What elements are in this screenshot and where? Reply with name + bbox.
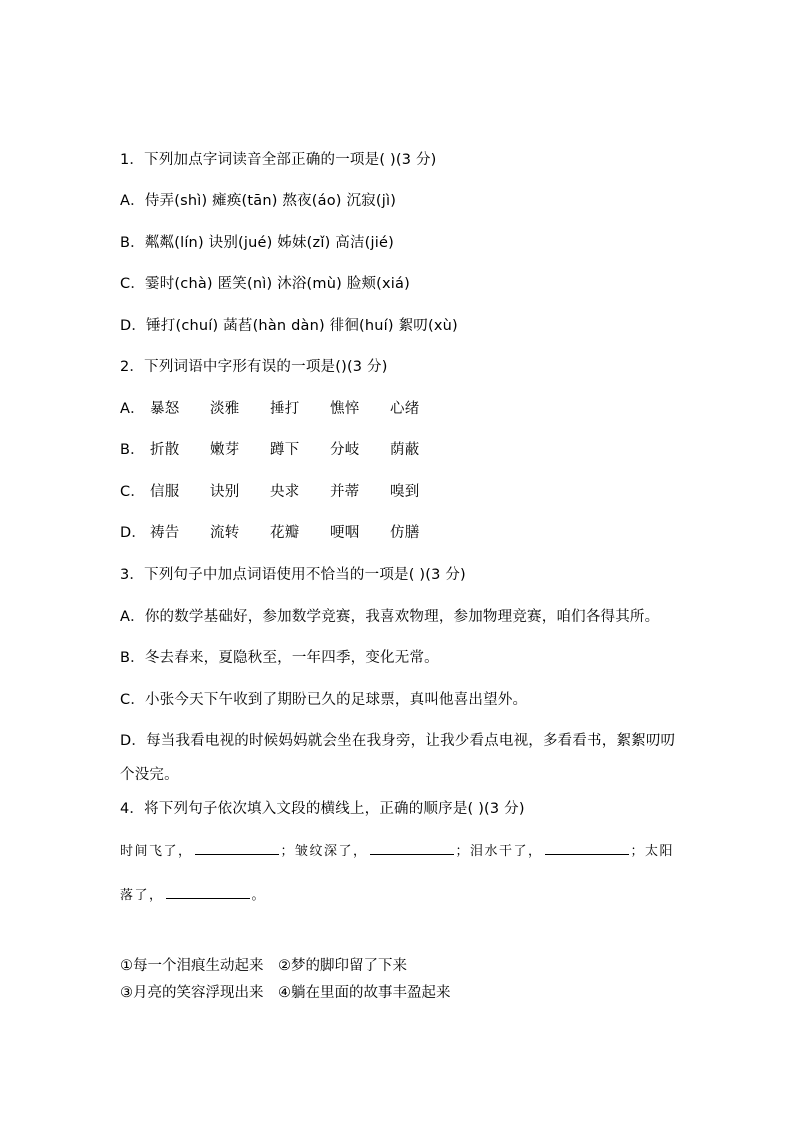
q4-choices-line-1: ①每一个泪痕生动起来 ②梦的脚印留了下来 bbox=[120, 958, 407, 974]
q1-stem: 1．下列加点字词读音全部正确的一项是( )(3 分) bbox=[120, 152, 437, 168]
word: 嫩芽 bbox=[210, 442, 240, 458]
q1-option-b: B．粼粼(lín) 诀别(jué) 姊妹(zǐ) 高洁(jié) bbox=[120, 235, 394, 251]
passage-text: ；太阳 bbox=[630, 844, 675, 859]
word: 分岐 bbox=[330, 442, 360, 458]
word: 花瓣 bbox=[270, 525, 300, 541]
q2-stem: 2．下列词语中字形有误的一项是()(3 分) bbox=[120, 359, 388, 375]
word: 嗅到 bbox=[390, 484, 420, 500]
answer-blank-4[interactable] bbox=[166, 884, 250, 899]
q2-option-b bbox=[120, 440, 450, 460]
answer-blank-1[interactable] bbox=[195, 840, 279, 855]
q3-option-d: D．每当我看电视的时候妈妈就会坐在我身旁，让我少看点电视，多看看书，絮絮叨叨 bbox=[120, 733, 676, 749]
answer-blank-2[interactable] bbox=[370, 840, 454, 855]
q3-option-a: A．你的数学基础好，参加数学竞赛，我喜欢物理，参加物理竞赛，咱们各得其所。 bbox=[120, 609, 660, 625]
word: 并蒂 bbox=[330, 484, 360, 500]
passage-text: ；皱纹深了， bbox=[280, 844, 368, 859]
option-prefix: A． bbox=[120, 401, 145, 417]
word: 信服 bbox=[150, 484, 180, 500]
option-prefix: D． bbox=[120, 525, 147, 541]
q1-option-c: C．霎时(chà) 匿笑(nì) 沐浴(mù) 脸颊(xiá) bbox=[120, 276, 410, 292]
word: 折散 bbox=[150, 442, 180, 458]
q2-option-c bbox=[120, 482, 450, 502]
word: 流转 bbox=[210, 525, 240, 541]
word: 憔悴 bbox=[330, 401, 360, 417]
word: 诀别 bbox=[210, 484, 240, 500]
word: 荫蔽 bbox=[390, 442, 420, 458]
word: 暴怒 bbox=[150, 401, 180, 417]
q2-option-d bbox=[120, 523, 450, 543]
word: 哽咽 bbox=[330, 525, 360, 541]
q4-choices-line-2: ③月亮的笑容浮现出来 ④躺在里面的故事丰盈起来 bbox=[120, 985, 451, 1001]
word: 淡雅 bbox=[210, 401, 240, 417]
passage-text: ；泪水干了， bbox=[455, 844, 543, 859]
word: 祷告 bbox=[150, 525, 180, 541]
word: 仿膳 bbox=[390, 525, 420, 541]
option-prefix: B． bbox=[120, 442, 145, 458]
q3-option-d-continued: 个没完。 bbox=[120, 767, 179, 783]
answer-blank-3[interactable] bbox=[545, 840, 629, 855]
q4-stem: 4．将下列句子依次填入文段的横线上，正确的顺序是( )(3 分) bbox=[120, 801, 525, 817]
word: 央求 bbox=[270, 484, 300, 500]
passage-text: 。 bbox=[251, 888, 267, 903]
q2-option-a bbox=[120, 399, 450, 419]
q3-option-b: B．冬去春来，夏隐秋至，一年四季，变化无常。 bbox=[120, 650, 439, 666]
passage-text: 时间飞了， bbox=[120, 844, 193, 859]
word: 捶打 bbox=[270, 401, 300, 417]
word: 蹲下 bbox=[270, 442, 300, 458]
q3-option-c: C．小张今天下午收到了期盼已久的足球票，真叫他喜出望外。 bbox=[120, 692, 528, 708]
q1-option-a: A．侍弄(shì) 瘫痪(tān) 熬夜(áo) 沉寂(jì) bbox=[120, 193, 397, 209]
passage-text: 落了， bbox=[120, 888, 164, 903]
q4-passage-line-2 bbox=[120, 884, 266, 906]
q1-option-d: D．锤打(chuí) 菡萏(hàn dàn) 徘徊(huí) 絮叨(xù) bbox=[120, 318, 458, 334]
word: 心绪 bbox=[390, 401, 420, 417]
q4-passage-line-1 bbox=[120, 840, 674, 862]
option-prefix: C． bbox=[120, 484, 146, 500]
q3-stem: 3．下列句子中加点词语使用不恰当的一项是( )(3 分) bbox=[120, 567, 466, 583]
